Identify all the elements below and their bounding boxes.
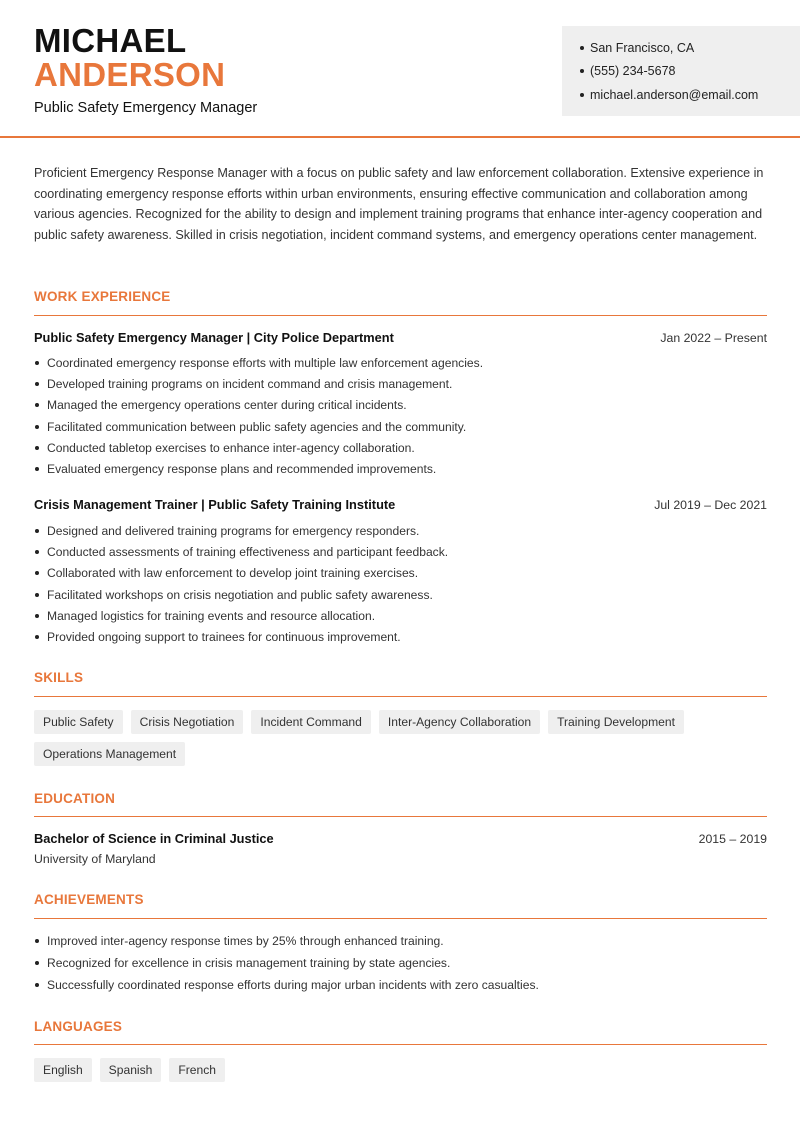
section-divider [34, 918, 767, 919]
list-item [34, 520, 769, 541]
section-title-work: WORK EXPERIENCE [34, 289, 171, 304]
bullet-icon [35, 961, 39, 965]
language-chip: Spanish [100, 1058, 162, 1082]
bullet-icon [580, 69, 584, 73]
job-dates-2: Jul 2019 – Dec 2021 [654, 498, 767, 512]
bullet-icon [35, 446, 39, 450]
bullet-icon [35, 382, 39, 386]
professional-summary: Proficient Emergency Response Manager with a focus on public safety and law enforcement collaboration. Extensive experience in coordinating emergency response efforts within urban environments, ensuring effective communication and collaboration among various agencies. Recognized for the ability to design and implement training programs that enhance inter-agency cooperation and public safety awareness. Skilled in crisis negotiation, incident command systems, and emergency operations center management. [34, 166, 764, 242]
list-item [34, 974, 769, 996]
resume-header [0, 0, 800, 138]
achievements-list [34, 930, 769, 996]
bullet-text: Facilitated workshops on crisis negotiation and public safety awareness. [47, 587, 433, 602]
bullet-text: Evaluated emergency response plans and recommended improvements. [47, 462, 437, 477]
bullet-icon [35, 403, 39, 407]
section-divider [34, 696, 767, 697]
list-item [34, 416, 769, 437]
bullet-icon [35, 467, 39, 471]
bullet-icon [35, 593, 39, 597]
contact-box [562, 26, 800, 116]
list-item [34, 541, 769, 562]
section-divider [34, 315, 767, 316]
bullet-text: Collaborated with law enforcement to develop joint training exercises. [47, 566, 419, 581]
job-bullets-1 [34, 352, 769, 480]
skill-chip: Inter-Agency Collaboration [379, 710, 540, 734]
bullet-icon [580, 93, 584, 97]
list-item [34, 930, 769, 952]
location-text: San Francisco, CA [590, 40, 695, 55]
job-dates-1: Jan 2022 – Present [660, 331, 767, 345]
skill-chip: Training Development [548, 710, 684, 734]
list-item [34, 605, 769, 626]
section-divider [34, 816, 767, 817]
first-name: MICHAEL [34, 22, 187, 59]
skill-chip: Operations Management [34, 742, 185, 766]
skill-chip: Public Safety [34, 710, 123, 734]
contact-location [580, 36, 800, 60]
bullet-text: Recognized for excellence in crisis management training by state agencies. [47, 956, 451, 970]
language-chip: French [169, 1058, 225, 1082]
bullet-icon [35, 529, 39, 533]
email-text: michael.anderson@email.com [590, 87, 759, 102]
bullet-text: Managed logistics for training events and resource allocation. [47, 608, 376, 623]
job-bullets-2 [34, 520, 769, 648]
bullet-icon [35, 635, 39, 639]
bullet-text: Coordinated emergency response efforts with multiple law enforcement agencies. [47, 355, 484, 370]
bullet-text: Provided ongoing support to trainees for continuous improvement. [47, 630, 401, 645]
bullet-text: Conducted assessments of training effectiveness and participant feedback. [47, 544, 449, 559]
contact-email [580, 83, 800, 107]
skill-chip: Crisis Negotiation [131, 710, 244, 734]
list-item [34, 437, 769, 458]
section-title-languages: LANGUAGES [34, 1019, 123, 1034]
list-item [34, 395, 769, 416]
list-item [34, 584, 769, 605]
list-item [34, 458, 769, 479]
bullet-icon [35, 571, 39, 575]
skills-list [34, 710, 774, 766]
school-name: University of Maryland [34, 852, 156, 866]
section-title-skills: SKILLS [34, 670, 84, 685]
bullet-text: Designed and delivered training programs for emergency responders. [47, 523, 420, 538]
job-title: Public Safety Emergency Manager [34, 100, 258, 116]
bullet-icon [580, 46, 584, 50]
bullet-text: Managed the emergency operations center during critical incidents. [47, 398, 407, 413]
bullet-text: Developed training programs on incident command and crisis management. [47, 376, 453, 391]
bullet-text: Conducted tabletop exercises to enhance inter-agency collaboration. [47, 440, 415, 455]
bullet-text: Facilitated communication between public safety agencies and the community. [47, 419, 467, 434]
bullet-text: Improved inter-agency response times by 25% through enhanced training. [47, 934, 444, 948]
degree-title: Bachelor of Science in Criminal Justice [34, 831, 274, 846]
education-dates: 2015 – 2019 [698, 832, 767, 846]
job-title-1: Public Safety Emergency Manager | City Police Department [34, 330, 394, 345]
contact-phone [580, 60, 800, 84]
section-title-education: EDUCATION [34, 791, 116, 806]
section-divider [34, 1044, 767, 1045]
bullet-icon [35, 361, 39, 365]
list-item [34, 563, 769, 584]
bullet-icon [35, 550, 39, 554]
skill-chip: Incident Command [251, 710, 371, 734]
list-item [34, 373, 769, 394]
bullet-text: Successfully coordinated response efforts during major urban incidents with zero casualties. [47, 978, 539, 992]
bullet-icon [35, 425, 39, 429]
bullet-icon [35, 983, 39, 987]
languages-list [34, 1058, 774, 1082]
phone-text: (555) 234-5678 [590, 64, 676, 79]
list-item [34, 626, 769, 647]
list-item [34, 952, 769, 974]
language-chip: English [34, 1058, 92, 1082]
list-item [34, 352, 769, 373]
last-name: ANDERSON [34, 56, 226, 93]
bullet-icon [35, 939, 39, 943]
bullet-icon [35, 614, 39, 618]
job-title-2: Crisis Management Trainer | Public Safety Training Institute [34, 497, 396, 512]
section-title-achievements: ACHIEVEMENTS [34, 892, 144, 907]
